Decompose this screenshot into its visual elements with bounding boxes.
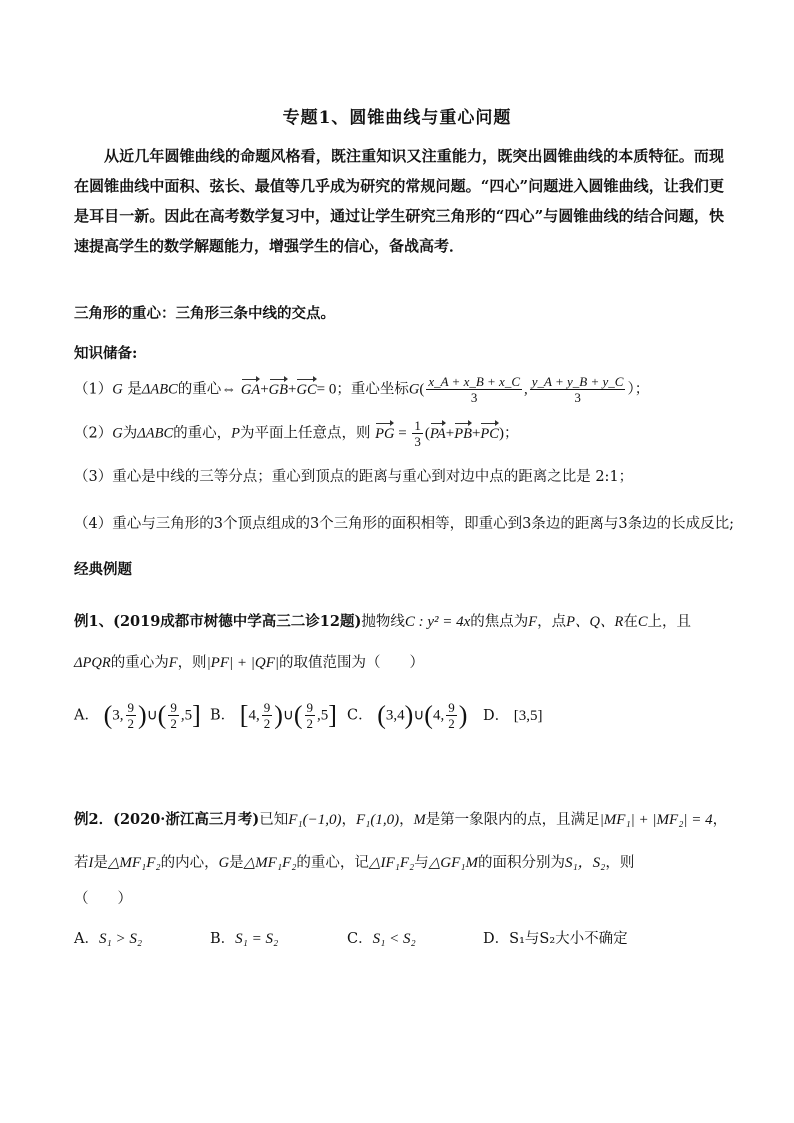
k2-end: ； — [503, 425, 519, 442]
ex2-comma-2: ， — [399, 812, 414, 828]
ex2-text-d: 若 — [74, 855, 89, 871]
ex2-i: I — [88, 855, 94, 871]
ex2-text-j: 的面积分别为 — [477, 855, 565, 871]
option-text: S₁ < S₂ — [372, 931, 416, 947]
vector-ga: GA — [241, 378, 260, 399]
option-label: C． — [347, 931, 373, 947]
ex1-option-c[interactable]: C． (3,4)∪(4, $\frac{9}{2}$ ) — [347, 700, 468, 731]
k2-numerator: 1 — [414, 418, 421, 433]
vector-pg: PG — [375, 422, 394, 443]
k1-x-fraction — [426, 374, 522, 405]
knowledge-item-3: （3）重心是中线的三等分点；重心到顶点的距离与重心到对边中点的距离之比是 2:1； — [74, 469, 634, 485]
k1-triangle: ΔABC — [141, 381, 178, 398]
k1-g-coord: G — [408, 381, 420, 398]
option-label: B． — [210, 931, 236, 947]
vector-gc: GC — [296, 378, 316, 399]
ex1-expression: |PF| + |QF| — [206, 655, 279, 671]
k2-one-third — [412, 418, 423, 449]
ex2-areas: S₁，S₂ — [564, 855, 606, 871]
option-label: C． — [347, 707, 373, 724]
example-1-label: 例1、(2019成都市树德中学高三二诊12题) — [74, 613, 362, 630]
k2-prefix: （2） — [74, 425, 113, 442]
ex1-option-b[interactable]: B． [4, $\frac{9}{2}$ )∪( $\frac{9}{2}$ ,5] — [210, 700, 337, 731]
k2-triangle: ΔABC — [137, 425, 174, 442]
k1-x-denominator: 3 — [470, 390, 478, 405]
example-1-line-2 — [74, 651, 424, 672]
example-1-line-1 — [74, 610, 691, 631]
k1-centroid-of: 的重心 — [177, 381, 222, 398]
k1-is: 是 — [127, 381, 142, 398]
ex1-text-f: 的重心为 — [110, 655, 169, 671]
ex2-text-k: ，则 — [605, 855, 635, 871]
ex1-f: F — [528, 614, 538, 630]
ex2-condition: |MF₁| + |MF₂| = 4 — [599, 812, 713, 828]
ex1-option-a[interactable]: A． (3, $\frac{9}{2}$ )∪( $\frac{9}{2}$ ,5] — [74, 700, 201, 731]
option-label: A． — [74, 931, 99, 947]
ex1-curve: C : y² = 4x — [404, 614, 471, 630]
ex2-text-e: 是 — [93, 855, 108, 871]
ex1-text-c: ，点 — [537, 614, 567, 630]
ex1-text-a: 抛物线 — [361, 614, 405, 630]
ex1-f-2: F — [168, 655, 178, 671]
k2-p: P — [231, 425, 240, 442]
examples-heading: 经典例题 — [74, 561, 132, 578]
k1-y-numerator: y_A + y_B + y_C — [531, 374, 624, 389]
ex2-f2: F₁(1,0) — [355, 812, 400, 828]
ex2-text-g: 是 — [229, 855, 244, 871]
ex2-f1: F₁(−1,0) — [288, 812, 342, 828]
k1-coord-text: ；重心坐标 — [336, 381, 409, 398]
ex2-triangle-2: △MF₁F₂ — [243, 855, 297, 871]
vector-pb: PB — [454, 422, 472, 443]
ex2-text-a: 已知 — [259, 812, 289, 828]
option-text: S₁ > S₂ — [98, 931, 143, 947]
ex1-text-e: 上，且 — [647, 614, 691, 630]
ex2-g: G — [218, 855, 230, 871]
ex1-triangle: ΔPQR — [74, 655, 111, 671]
intro-paragraph: 从近几年圆锥曲线的命题风格看，既注重知识又注重能力，既突出圆锥曲线的本质特征。而现在圆锥曲线中面积、弦长、最值等几乎成为研究的常规问题。“四心”问题进入圆锥曲线，让我们更是耳目一新。因此在高考数学复习中，通过让学生研究三角形的“四心”与圆锥曲线的结合问题，快速提高学生的数学解题能力，增强学生的信心，备战高考． — [74, 147, 724, 255]
ex1-text-d: 在 — [623, 614, 638, 630]
k1-zero: = 0 — [316, 381, 337, 398]
vector-pc: PC — [480, 422, 499, 443]
vector-gb: GB — [269, 378, 288, 399]
k1-y-denominator: 3 — [574, 390, 581, 405]
centroid-definition: 三角形的重心：三角形三条中线的交点。 — [74, 305, 335, 322]
ex1-points: P、Q、R — [566, 614, 624, 630]
ex2-option-d[interactable] — [483, 927, 628, 948]
ex2-triangle-1: △MF₁F₂ — [107, 855, 161, 871]
k2-g: G — [112, 425, 123, 442]
k2-text2: 的重心， — [173, 425, 232, 442]
example-2-paren: （ ） — [74, 891, 132, 907]
k1-g: G — [112, 381, 123, 398]
k1-x-numerator: x_A + x_B + x_C — [428, 374, 521, 389]
ex1-text-b: 的焦点为 — [470, 614, 529, 630]
vector-pa: PA — [430, 422, 446, 443]
option-text: [3,5] — [513, 708, 543, 724]
ex2-text-i: 与 — [414, 855, 429, 871]
option-text: S₁与S₂大小不确定 — [509, 931, 628, 947]
k1-y-fraction — [530, 374, 626, 405]
example-2-label: 例2．(2020·浙江高三月考) — [74, 811, 260, 828]
ex2-text-h: 的重心，记 — [296, 855, 369, 871]
option-text: S₁ = S₂ — [235, 931, 279, 947]
knowledge-item-1: （1）G 是ΔABC的重心⇔ GA+GB+GC= 0；重心坐标G( $\frac{x\_A + x\_B + x\_C}{3}$ , $\frac{y\_A + y\_B + y\_C}{3}$ ）； — [74, 374, 650, 405]
ex2-triangle-3: △IF₁F₂ — [368, 855, 415, 871]
option-label: A． — [74, 707, 99, 724]
ex1-c: C — [637, 614, 648, 630]
k2-text1: 为 — [122, 425, 138, 442]
option-label: B． — [210, 707, 236, 724]
ex1-text-h: 的取值范围为（ ） — [279, 655, 424, 671]
ex2-triangle-4: △GF₁M — [428, 855, 478, 871]
ex2-option-b[interactable] — [210, 927, 278, 948]
k1-end: ）； — [627, 381, 650, 398]
example-2-line-2 — [74, 851, 634, 872]
page-title: 专题1、圆锥曲线与重心问题 — [282, 108, 512, 128]
ex2-option-a[interactable] — [74, 927, 142, 948]
ex1-option-d[interactable] — [483, 704, 543, 725]
k1-prefix: （1） — [74, 381, 113, 398]
ex2-comma-1: ， — [341, 812, 356, 828]
ex2-text-c: 是第一象限内的点，且满足 — [425, 812, 600, 828]
option-label: D． — [483, 708, 510, 724]
option-label: D． — [483, 931, 510, 947]
knowledge-item-4: （4）重心与三角形的3个顶点组成的3个三角形的面积相等，即重心到3条边的距离与3条边的长成反比; — [74, 516, 735, 532]
ex2-m: M — [413, 812, 426, 828]
ex1-text-g: ，则 — [177, 655, 207, 671]
example-2-line-1: 例2．(2020·浙江高三月考)已知F₁(−1,0)，F₁(1,0)，M是第一象限内的点，且满足|MF₁| + |MF₂| = 4， — [74, 811, 728, 828]
ex2-text-f: 的内心， — [160, 855, 219, 871]
ex2-option-c[interactable] — [347, 927, 416, 948]
k1-iff-symbol: ⇔ — [221, 381, 237, 398]
k2-text3: 为平面上任意点，则 — [239, 425, 371, 442]
k2-denominator: 3 — [414, 434, 421, 449]
knowledge-heading: 知识储备: — [74, 345, 138, 362]
knowledge-item-2: （2）G为ΔABC的重心，P为平面上任意点，则 PG = $\frac{1}{3}$ (PA+PB+PC)； — [74, 418, 519, 449]
